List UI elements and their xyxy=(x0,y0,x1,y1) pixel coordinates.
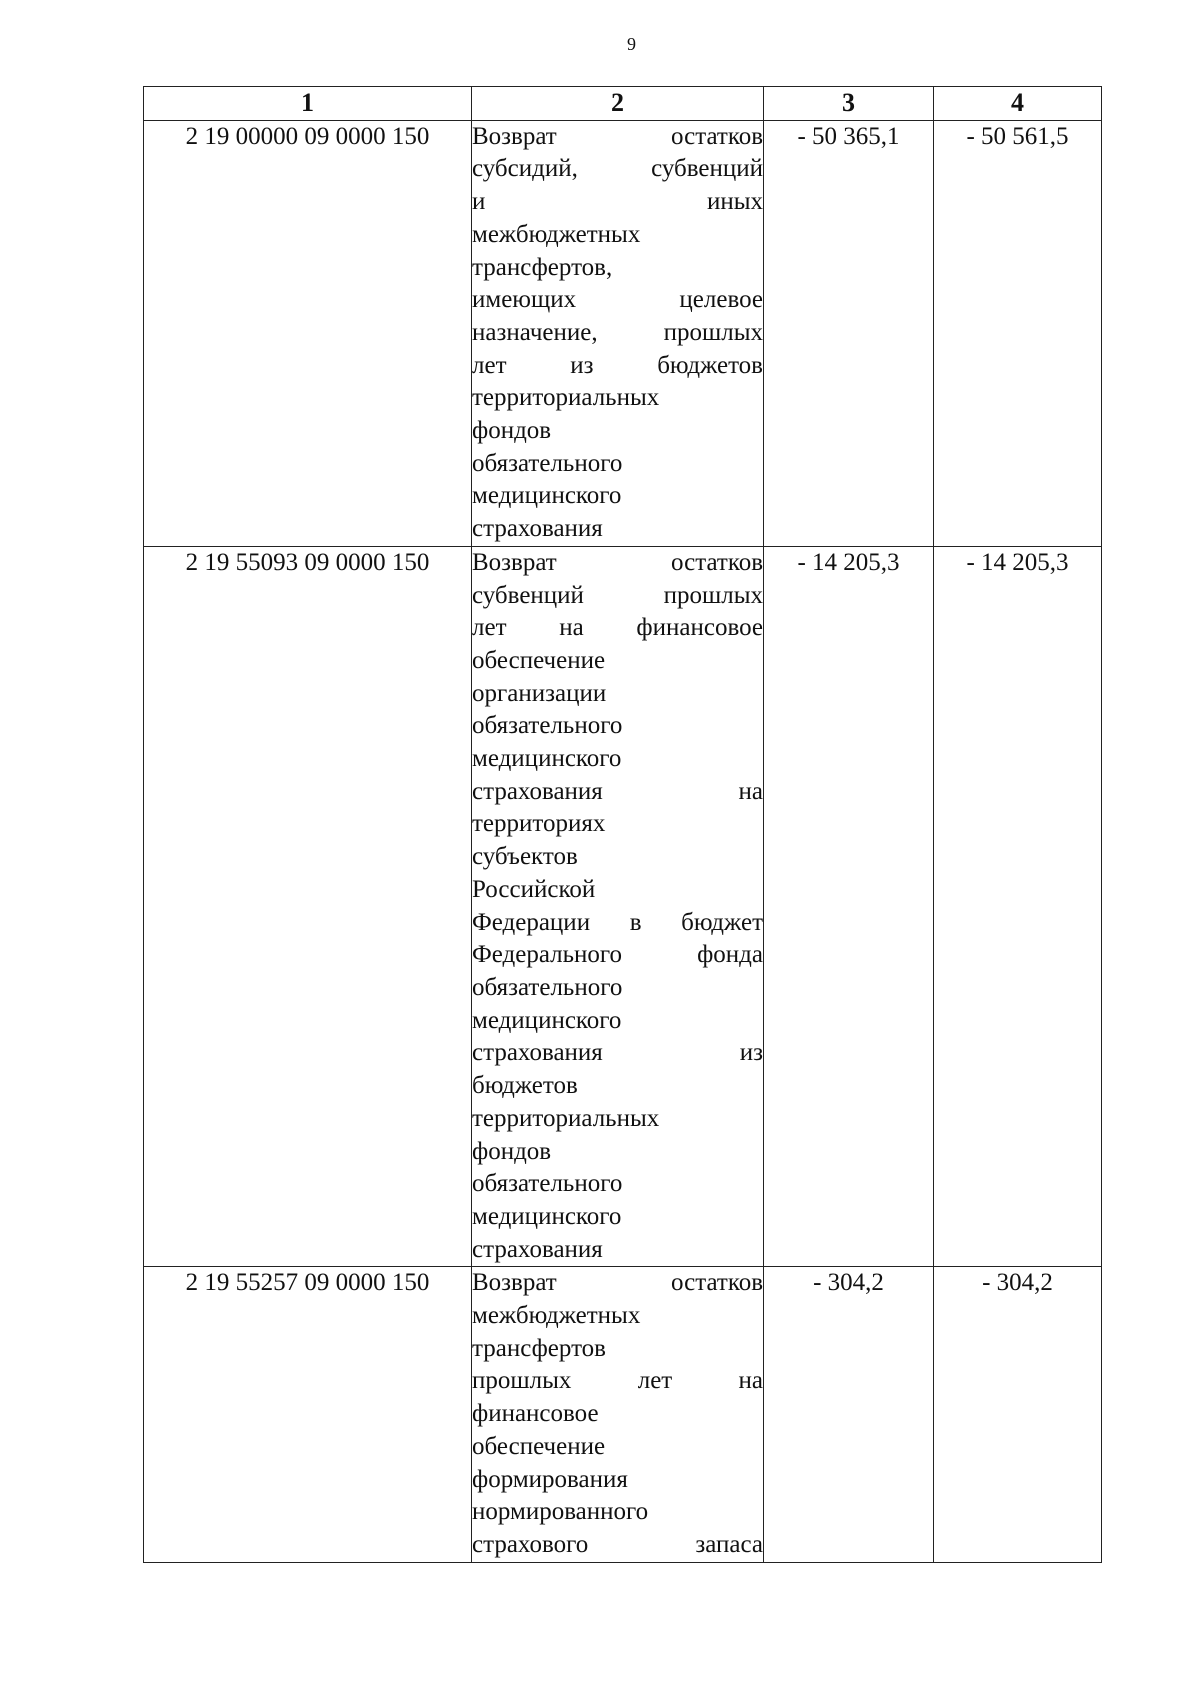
description-line: медицинского xyxy=(472,745,622,773)
description-line: лет из бюджетов xyxy=(472,351,763,379)
amount-col3-cell: - 50 365,1 xyxy=(764,120,934,546)
description-line: медицинского xyxy=(472,1006,622,1034)
amount-col4-cell: - 304,2 xyxy=(934,1267,1102,1562)
description-line: обязательного xyxy=(472,973,623,1001)
description-line: бюджетов xyxy=(472,1072,578,1100)
description-line: территориальных xyxy=(472,1104,660,1132)
description-line: территориальных xyxy=(472,384,660,412)
description-line: субъектов xyxy=(472,843,578,871)
budget-table xyxy=(143,86,1102,1563)
amount-col4-cell: - 50 561,5 xyxy=(934,120,1102,546)
header-col-1: 1 xyxy=(144,87,472,121)
description-line: и иных xyxy=(472,188,763,216)
description-line: трансфертов, xyxy=(472,253,613,281)
description-line: лет на финансовое xyxy=(472,614,763,642)
table-row xyxy=(144,1267,1102,1562)
description-line: организации xyxy=(472,679,607,707)
description-line: территориях xyxy=(472,810,606,838)
description-line: финансовое xyxy=(472,1400,599,1428)
description-line: страхования xyxy=(472,515,603,543)
header-col-3: 3 xyxy=(764,87,934,121)
description-line: Федерального фонда xyxy=(472,941,763,969)
description-line: субвенций прошлых xyxy=(472,581,763,609)
budget-code-cell: 2 19 55257 09 0000 150 xyxy=(144,1267,472,1562)
description-line: обеспечение xyxy=(472,646,606,674)
description-line: межбюджетных xyxy=(472,220,641,248)
budget-code-cell: 2 19 55093 09 0000 150 xyxy=(144,546,472,1266)
table-row xyxy=(144,120,1102,546)
amount-col3-cell: - 304,2 xyxy=(764,1267,934,1562)
header-row xyxy=(144,87,1102,121)
description-line: Возврат остатков xyxy=(472,548,763,576)
table-row xyxy=(144,546,1102,1266)
description-cell xyxy=(472,546,764,1266)
description-line: фондов xyxy=(472,1137,552,1165)
description-line: Российской xyxy=(472,875,596,903)
header-col-2: 2 xyxy=(472,87,764,121)
description-line: обязательного xyxy=(472,712,623,740)
description-line: трансфертов xyxy=(472,1334,606,1362)
budget-code-cell: 2 19 00000 09 0000 150 xyxy=(144,120,472,546)
page-number: 9 xyxy=(627,34,636,54)
description-line: медицинского xyxy=(472,1202,622,1230)
description-line: медицинского xyxy=(472,482,622,510)
header-col-4: 4 xyxy=(934,87,1102,121)
description-line: Возврат остатков xyxy=(472,122,763,150)
description-line: страхового запаса xyxy=(472,1530,763,1558)
description-line: фондов xyxy=(472,417,552,445)
description-line: страхования из xyxy=(472,1039,763,1067)
description-cell xyxy=(472,120,764,546)
description-line: межбюджетных xyxy=(472,1302,641,1330)
description-line: обязательного xyxy=(472,1170,623,1198)
description-cell xyxy=(472,1267,764,1562)
description-line: обязательного xyxy=(472,449,623,477)
description-line: обеспечение xyxy=(472,1432,606,1460)
description-line: Возврат остатков xyxy=(472,1269,763,1297)
description-line: формирования xyxy=(472,1465,628,1493)
description-line: назначение, прошлых xyxy=(472,318,763,346)
description-line: страхования на xyxy=(472,777,763,805)
amount-col4-cell: - 14 205,3 xyxy=(934,546,1102,1266)
description-line: имеющих целевое xyxy=(472,286,763,314)
description-line: Федерации в бюджет xyxy=(472,908,763,936)
description-line: прошлых лет на xyxy=(472,1367,763,1395)
description-line: субсидий, субвенций xyxy=(472,155,763,183)
amount-col3-cell: - 14 205,3 xyxy=(764,546,934,1266)
description-line: нормированного xyxy=(472,1498,649,1526)
description-line: страхования xyxy=(472,1235,603,1263)
